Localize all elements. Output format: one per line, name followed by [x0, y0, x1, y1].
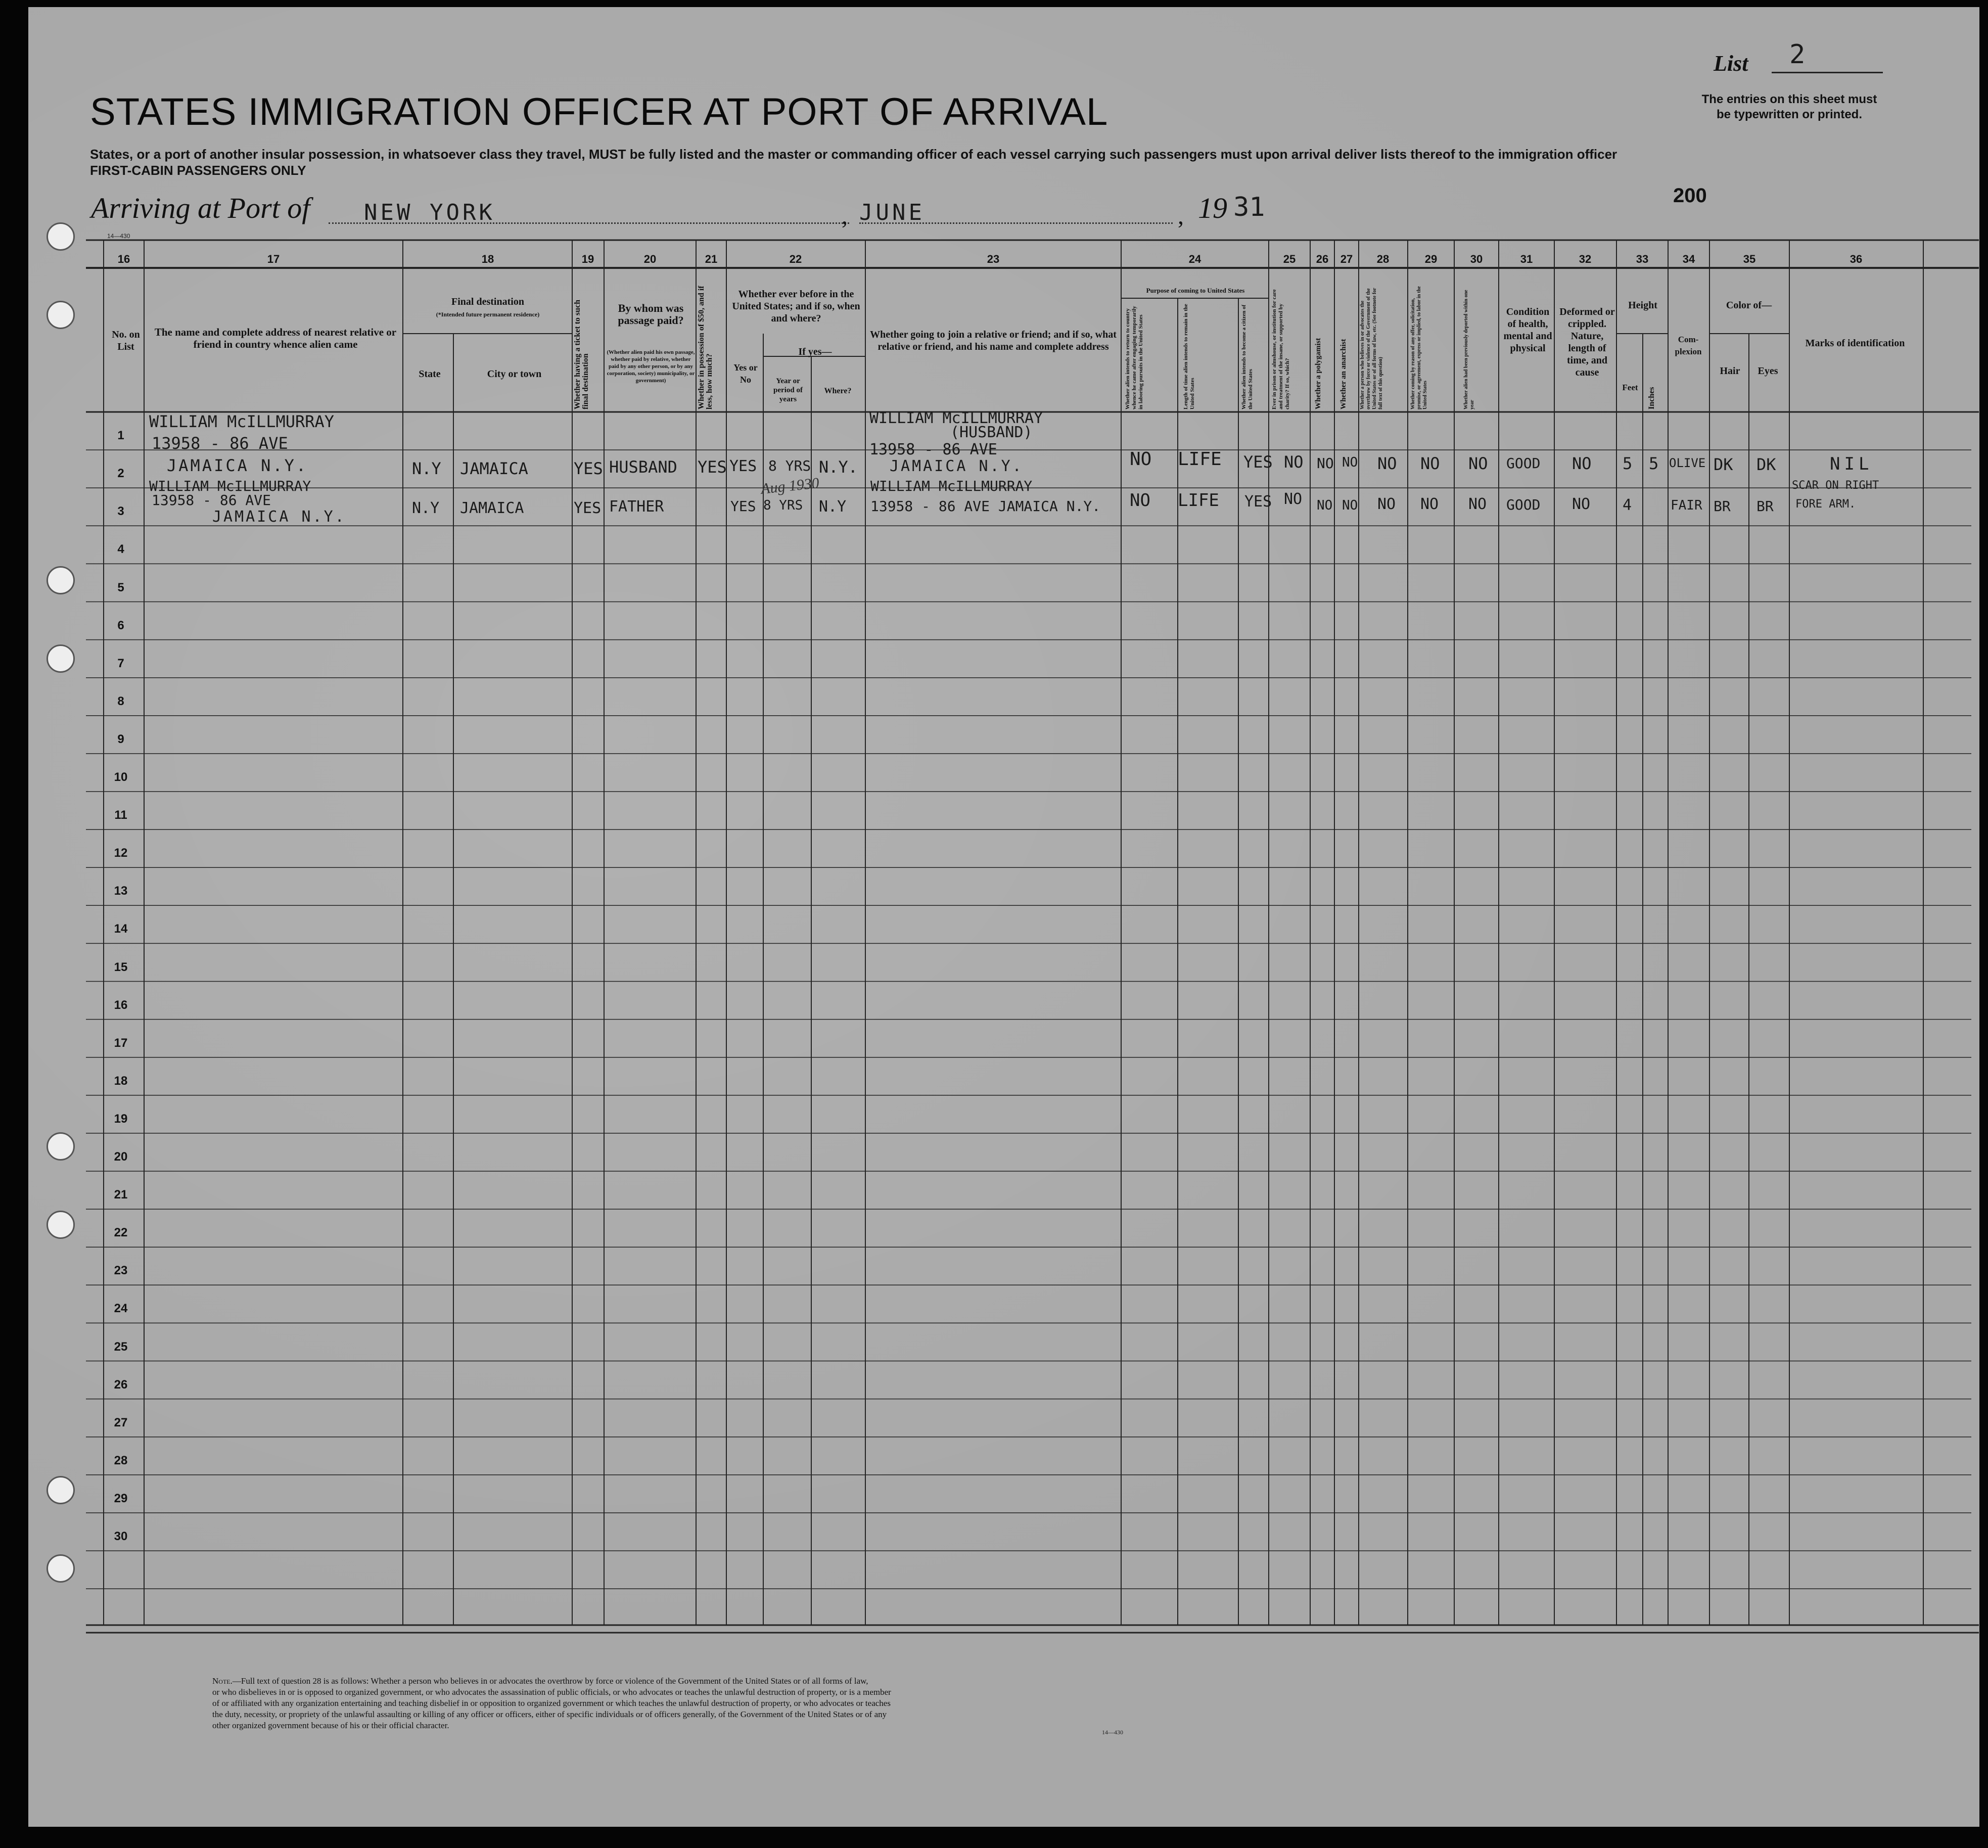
column-number: 23	[987, 253, 1000, 265]
row1-city: JAMAICA	[460, 459, 528, 478]
row2-join-name: WILLIAM McILLMURRAY	[870, 478, 1033, 494]
header-passage-note: (Whether alien paid his own passage, whether paid by relative, whether paid by any other person, or by any corporation, society) municipality, or government)	[607, 349, 695, 384]
row1-possession: YES	[698, 457, 727, 477]
column-number: 33	[1636, 253, 1649, 265]
header-complexion: Com- plexion	[1675, 335, 1702, 356]
row2-paid-by: FATHER	[609, 498, 664, 516]
row-number: 29	[114, 1491, 128, 1505]
header-final-destination: Final destination	[451, 296, 524, 307]
row-number: 26	[114, 1377, 128, 1392]
row1-where: N.Y.	[819, 457, 858, 477]
row-number: 14	[114, 922, 128, 936]
row-number: 19	[114, 1112, 128, 1126]
row1-join-city: JAMAICA N.Y.	[890, 457, 1024, 475]
row1-paid-by: HUSBAND	[609, 457, 677, 477]
row1-anarchist: NO	[1342, 455, 1358, 470]
column-number: 28	[1376, 253, 1390, 265]
header-color-of: Color of—	[1726, 300, 1772, 311]
header-yes-or-no: Yes or No	[733, 362, 758, 385]
header-purpose-citizen: Whether alien intends to become a citizen of the United States	[1241, 304, 1254, 409]
stamp-number: 200	[1673, 184, 1707, 207]
column-number: 31	[1520, 253, 1533, 265]
column-number: 18	[481, 253, 494, 265]
header-feet: Feet	[1622, 383, 1638, 392]
header-city: City or town	[487, 368, 542, 380]
row2-polygamist: NO	[1317, 498, 1333, 513]
row-number: 13	[114, 884, 128, 898]
header-nearest-relative: The name and complete address of nearest relative or friend in country whence alien came	[154, 326, 397, 350]
row-number: 2	[117, 467, 124, 481]
header-polygamist: Whether a polygamist	[1314, 338, 1322, 409]
row1-complexion: OLIVE	[1669, 456, 1706, 470]
column-number: 30	[1470, 253, 1483, 265]
row-number: 3	[117, 504, 124, 519]
row2-marks-line1: SCAR ON RIGHT	[1792, 479, 1879, 492]
row2-feet: 4	[1623, 496, 1632, 514]
row2-years: 8 YRS	[763, 498, 803, 513]
header-prison: Ever in prison or almshouse, or institution for care and treatment of the insane, or supported by charity? If so, which?	[1271, 289, 1290, 409]
row1-relative-name: WILLIAM McILLMURRAY	[149, 412, 335, 431]
row1-join-relation: (HUSBAND)	[950, 424, 1033, 441]
header-passage-paid: By whom was passage paid?	[618, 302, 684, 327]
header-joining: Whether going to join a relative or friend; and if so, what relative or friend, and his name and complete address	[870, 329, 1117, 352]
row-number: 22	[114, 1226, 128, 1240]
row1-q30: NO	[1468, 454, 1488, 473]
header-final-destination-note: (*Intended future permanent residence)	[436, 311, 540, 318]
column-number: 19	[581, 253, 594, 265]
year-prefix: 19	[1198, 192, 1227, 224]
comma: ,	[1178, 203, 1184, 229]
row1-feet: 5	[1623, 454, 1633, 473]
header-hair: Hair	[1720, 365, 1740, 377]
row1-years: 8 YRS	[768, 457, 811, 474]
row2-city: JAMAICA	[460, 499, 524, 517]
entries-note-line: be typewritten or printed.	[1716, 108, 1863, 121]
row2-q29: NO	[1420, 495, 1439, 513]
year-suffix: 31	[1233, 192, 1265, 222]
row1-marks: NIL	[1830, 454, 1873, 474]
column-number: 20	[643, 253, 657, 265]
row1-polygamist: NO	[1317, 455, 1334, 472]
row-number: 24	[114, 1302, 128, 1316]
row-number: 27	[114, 1415, 128, 1429]
column-number: 29	[1424, 253, 1438, 265]
footnote-line: other organized government because of his or their official character.	[212, 1721, 449, 1730]
row1-hair: DK	[1714, 455, 1733, 474]
row-number: 28	[114, 1453, 128, 1467]
header-purpose: Purpose of coming to United States	[1146, 287, 1245, 294]
column-number: 21	[705, 253, 718, 265]
row2-return: NO	[1130, 490, 1150, 511]
entries-note	[1668, 92, 1911, 122]
arriving-label: Arriving at Port of	[91, 192, 310, 224]
column-number: 17	[267, 253, 280, 265]
row2-prison: NO	[1284, 490, 1303, 508]
row2-join-address: 13958 - 86 AVE JAMAICA N.Y.	[870, 498, 1101, 515]
column-number: 16	[117, 253, 130, 265]
row-number: 18	[114, 1074, 128, 1088]
footnote-line: or who disbelieves in or is opposed to organized government, or who advocates the assassination of public officials, or who advocates or teaches the unlawful destruction of property, or is a member	[212, 1687, 891, 1697]
header-purpose-length: Length of time alien intends to remain in the United States	[1183, 304, 1195, 409]
header-deformed: Deformed or crippled. Nature, length of time, and cause	[1559, 306, 1615, 378]
row2-relative-city: JAMAICA N.Y.	[212, 508, 346, 526]
row1-inches: 5	[1649, 454, 1659, 473]
footnote	[212, 1676, 1188, 1731]
row-number: 9	[117, 732, 124, 746]
row2-relative-name: WILLIAM McILLMURRAY	[149, 478, 311, 494]
comma: ,	[842, 203, 848, 229]
row1-relative-address: 13958 - 86 AVE	[152, 434, 288, 453]
list-underline	[1772, 72, 1883, 73]
row-number: 6	[117, 618, 124, 632]
row2-relative-address: 13958 - 86 AVE	[152, 492, 271, 509]
row1-citizen: YES	[1243, 452, 1273, 472]
row1-q28: NO	[1377, 454, 1397, 473]
header-ever-before: Whether ever before in the United States; and if so, when and where?	[732, 289, 860, 324]
row2-condition: GOOD	[1506, 496, 1541, 513]
row-number: 1	[117, 429, 124, 443]
header-inches: Inches	[1647, 387, 1656, 409]
row1-before: YES	[729, 457, 757, 475]
column-number: 22	[789, 253, 802, 265]
entries-note-line: The entries on this sheet must	[1701, 93, 1877, 106]
row-number: 16	[114, 998, 128, 1012]
footnote-line: of or affiliated with any organization entertaining and teaching disbelief in or opposition to organized government or which teaches the unlawful destruction of property, or who advocates or teaches	[212, 1698, 891, 1708]
row1-deformed: NO	[1572, 454, 1592, 473]
row-number: 30	[114, 1530, 128, 1543]
header-state: State	[419, 368, 441, 380]
column-number: 27	[1340, 253, 1353, 265]
header-height: Height	[1628, 300, 1657, 311]
header-condition: Condition of health, mental and physical	[1503, 306, 1552, 354]
row1-state: N.Y	[412, 459, 441, 478]
row-number: 23	[114, 1264, 128, 1278]
form-tag: 14—430	[107, 233, 130, 240]
row1-join-name: WILLIAM McILLMURRAY	[869, 409, 1043, 427]
row2-complexion: FAIR	[1671, 498, 1702, 513]
row2-deformed: NO	[1572, 495, 1591, 513]
row2-eyes: BR	[1756, 498, 1774, 515]
column-number: 26	[1316, 253, 1329, 265]
row-number: 10	[114, 770, 128, 784]
header-no-on-list: No. on List	[112, 329, 140, 352]
footnote-lead: Note.	[212, 1676, 233, 1686]
row2-q30: NO	[1468, 495, 1487, 513]
row-number: 7	[117, 656, 124, 670]
header-q30: Whether alien had been previously deported within one year	[1463, 290, 1475, 409]
header-marks: Marks of identification	[1805, 338, 1905, 349]
column-number: 25	[1283, 253, 1296, 265]
footnote-line: the duty, necessity, or propriety of the unlawful assaulting or killing of any officer or officers, either of specific individuals or of officers generally, of the Government of the United States or of any	[212, 1710, 887, 1719]
row-number: 21	[114, 1188, 128, 1202]
row-number: 17	[114, 1036, 128, 1050]
subtitle-line: States, or a port of another insular possession, in whatsoever class they travel, MUST be fully listed and the master or commanding officer of each vessel carrying such passengers must upon arrival deliver lists thereof to the immigration officer	[90, 147, 1617, 162]
list-label: List	[1714, 51, 1748, 76]
row1-ticket: YES	[574, 459, 603, 478]
row2-q28: NO	[1377, 495, 1396, 513]
header-purpose-return: Whether alien intends to return to country whence he came after engaging temporarily in laboring pursuits in the United States	[1125, 306, 1144, 409]
header-q28: Whether a person who believes in or advocates the overthrow by force or violence of the Government of the United States or of all forms of law, etc. (See footnote for full text of this question)	[1360, 288, 1383, 409]
header-anarchist: Whether an anarchist	[1339, 339, 1348, 409]
row-number: 8	[117, 694, 124, 708]
header-possession-50: Whether in possession of $50, and if less, how much?	[697, 286, 714, 409]
column-number: 36	[1850, 253, 1863, 265]
month-value: JUNE	[859, 200, 925, 225]
header-q29: Whether coming by reason of any offer, solicitation, promise, or agreement, express or implied, to labor in the United States	[1410, 286, 1428, 409]
row1-return: NO	[1130, 449, 1152, 470]
row2-anarchist: NO	[1342, 498, 1358, 513]
row1-relative-city: JAMAICA N.Y.	[167, 456, 308, 475]
row1-eyes: DK	[1756, 455, 1776, 474]
row2-where: N.Y	[819, 498, 847, 516]
first-cabin-label: FIRST-CABIN PASSENGERS ONLY	[90, 163, 306, 178]
column-number: 35	[1743, 253, 1756, 265]
row-number: 11	[114, 808, 127, 822]
row-number: 12	[114, 846, 128, 860]
row2-marks-line2: FORE ARM.	[1795, 498, 1856, 511]
footnote-line: —Full text of question 28 is as follows: Whether a person who believes in or advocates the overthrow by force or violence of the Government of the United States or of all forms of law,	[232, 1676, 868, 1686]
row-number: 5	[117, 580, 124, 594]
header-period-years: Year or period of years	[773, 377, 803, 403]
row2-when-note: Aug 1930	[760, 475, 820, 497]
row1-condition: GOOD	[1506, 455, 1541, 472]
row2-citizen: YES	[1244, 493, 1272, 511]
row-number: 20	[114, 1150, 128, 1164]
row-number: 15	[114, 960, 128, 974]
form-tag-bottom: 14—430	[1102, 1729, 1123, 1736]
row1-length: LIFE	[1178, 449, 1222, 470]
column-number: 32	[1579, 253, 1592, 265]
port-value: NEW YORK	[364, 200, 495, 225]
row-number: 25	[114, 1339, 128, 1354]
row2-state: N.Y	[412, 499, 440, 517]
list-number: 2	[1789, 39, 1806, 70]
page-title: STATES IMMIGRATION OFFICER AT PORT OF ARRIVAL	[90, 90, 1108, 133]
column-number: 34	[1682, 253, 1695, 265]
header-if-yes: If yes—	[798, 346, 832, 357]
column-number: 24	[1188, 253, 1201, 265]
row2-hair: BR	[1714, 498, 1731, 515]
row2-length: LIFE	[1178, 490, 1219, 511]
row1-join-address: 13958 - 86 AVE	[869, 441, 997, 458]
row2-before: YES	[730, 498, 756, 515]
row2-ticket: YES	[574, 499, 602, 517]
row1-q29: NO	[1420, 454, 1440, 473]
header-eyes: Eyes	[1758, 365, 1778, 377]
row1-prison: NO	[1284, 452, 1304, 472]
row-number: 4	[117, 542, 124, 557]
header-ticket: Whether having a ticket to such final destination	[573, 299, 590, 409]
header-where: Where?	[824, 387, 852, 395]
